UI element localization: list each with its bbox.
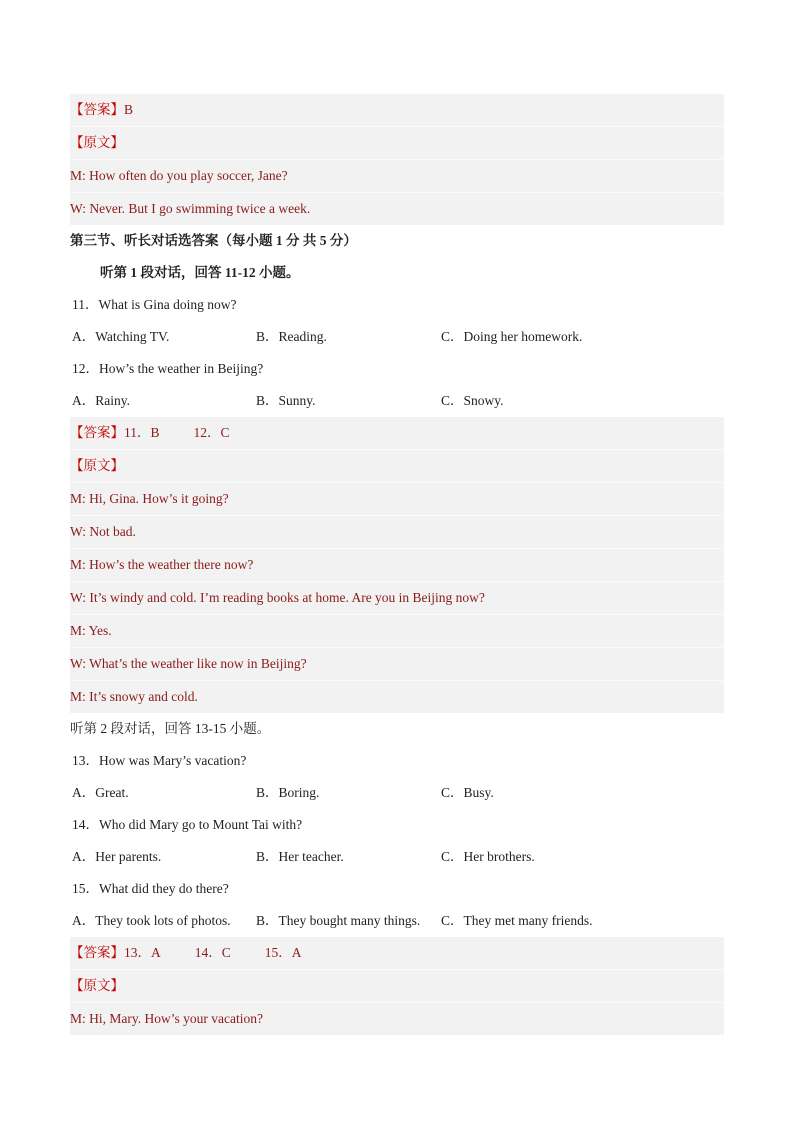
dialog-line: M: Yes. (70, 614, 724, 647)
answer-value: B (124, 102, 134, 117)
question-11: 11．What is Gina doing now? (72, 297, 237, 312)
answer-value: 15．A (264, 945, 302, 960)
answer-row (70, 94, 724, 126)
source-row (70, 449, 724, 482)
answer-value: 11．B (124, 425, 160, 440)
option-a: A．Rainy. (72, 393, 130, 408)
source-tag: 【原文】 (70, 978, 124, 993)
answer-tag: 【答案】 (70, 945, 124, 960)
dialog-line: W: What’s the weather like now in Beijing? (70, 647, 724, 680)
dialog-intro: 听第 1 段对话，回答 11-12 小题。 (100, 265, 300, 280)
answer-row (70, 417, 724, 449)
options-11 (70, 321, 724, 353)
dialog-intro: 听第 2 段对话，回答 13-15 小题。 (70, 721, 271, 736)
option-a: A．Great. (72, 785, 129, 800)
options-13 (70, 777, 724, 809)
option-a: A．Her parents. (72, 849, 162, 864)
option-c: C．They met many friends. (441, 913, 593, 928)
question-13: 13．How was Mary’s vacation? (72, 753, 247, 768)
options-14 (70, 841, 724, 873)
question-14: 14．Who did Mary go to Mount Tai with? (72, 817, 303, 832)
dialog-line: M: Hi, Gina. How’s it going? (70, 482, 724, 515)
option-b: B．They bought many things. (256, 913, 421, 928)
answer-tag: 【答案】 (70, 102, 124, 117)
option-b: B．Reading. (256, 329, 327, 344)
answer-row (70, 937, 724, 969)
source-row (70, 126, 724, 159)
option-c: C．Her brothers. (441, 849, 535, 864)
source-tag: 【原文】 (70, 458, 124, 473)
options-15 (70, 905, 724, 937)
question-15: 15．What did they do there? (72, 881, 229, 896)
section-title: 第三节、听长对话选答案（每小题 1 分 共 5 分） (70, 233, 357, 248)
option-c: C．Busy. (441, 785, 494, 800)
options-12 (70, 385, 724, 417)
option-b: B．Her teacher. (256, 849, 344, 864)
option-b: B．Sunny. (256, 393, 316, 408)
option-c: C．Doing her homework. (441, 329, 583, 344)
answer-value: 14．C (194, 945, 231, 960)
option-a: A．They took lots of photos. (72, 913, 231, 928)
dialog-line: M: Hi, Mary. How’s your vacation? (70, 1002, 724, 1035)
answer-tag: 【答案】 (70, 425, 124, 440)
answer-value: 12．C (193, 425, 230, 440)
document-content (70, 94, 724, 1035)
option-b: B．Boring. (256, 785, 320, 800)
source-row (70, 969, 724, 1002)
option-c: C．Snowy. (441, 393, 504, 408)
dialog-line: W: Never. But I go swimming twice a week. (70, 192, 724, 225)
dialog-line: W: Not bad. (70, 515, 724, 548)
option-a: A．Watching TV. (72, 329, 170, 344)
dialog-line: M: How’s the weather there now? (70, 548, 724, 581)
source-tag: 【原文】 (70, 135, 124, 150)
answer-value: 13．A (124, 945, 161, 960)
dialog-line: M: How often do you play soccer, Jane? (70, 159, 724, 192)
dialog-line: W: It’s windy and cold. I’m reading books at home. Are you in Beijing now? (70, 581, 724, 614)
question-12: 12．How’s the weather in Beijing? (72, 361, 264, 376)
dialog-line: M: It’s snowy and cold. (70, 680, 724, 713)
